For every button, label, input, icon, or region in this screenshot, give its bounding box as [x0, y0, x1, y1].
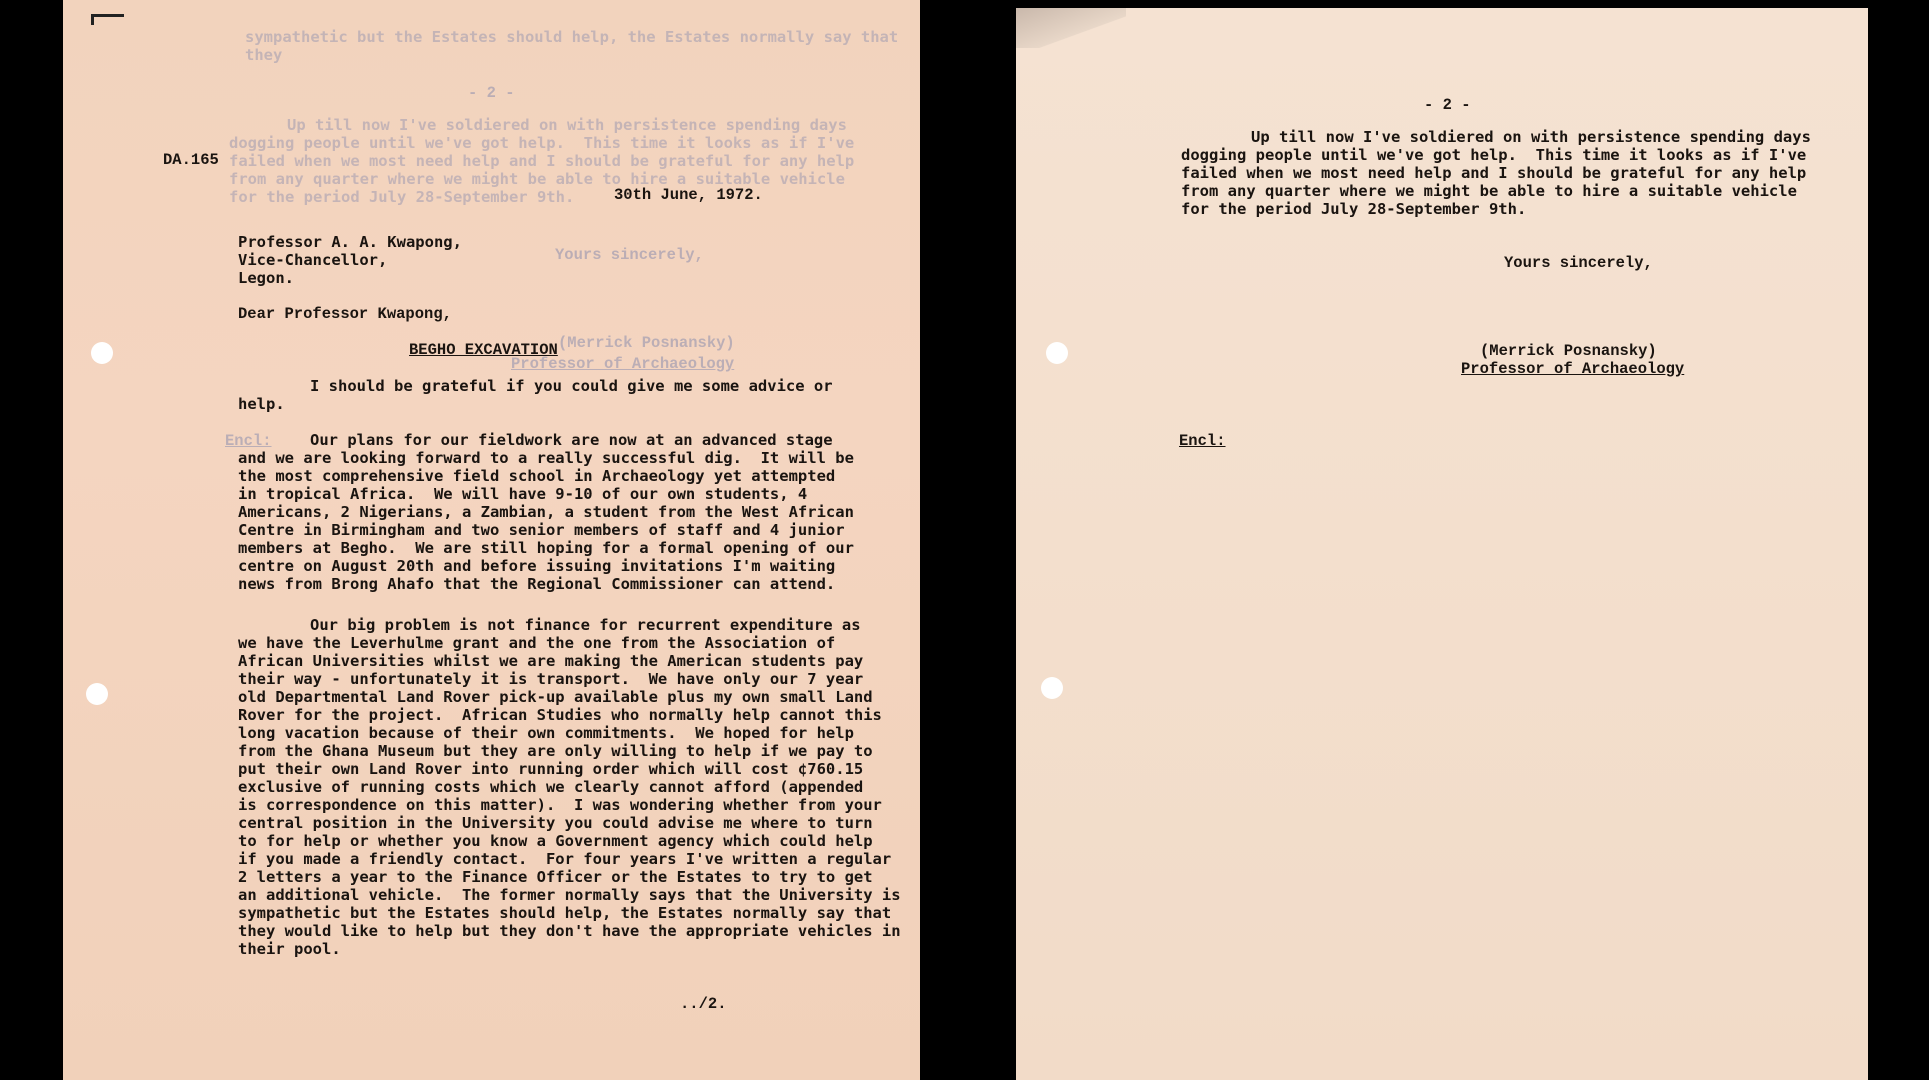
letter-page-2	[1016, 8, 1868, 1080]
punch-hole	[86, 683, 108, 705]
closing: Yours sincerely,	[1504, 254, 1653, 272]
page-number: - 2 -	[1424, 96, 1471, 114]
corner-mark	[91, 14, 124, 25]
paragraph-1: I should be grateful if you could give me some advice or help.	[238, 377, 833, 413]
ghost-paragraph: Up till now I've soldiered on with persistence spending days dogging people until we've got help. This time it looks as if I've failed when we most need help and I should be grateful for any help from any quarter where we might be able to hire a suitable vehicle for the period July 28-September 9th.	[229, 116, 855, 206]
ghost-name: (Merrick Posnansky)	[558, 334, 735, 352]
continuation-mark: ../2.	[680, 995, 727, 1013]
enclosure-note: Encl:	[1179, 432, 1226, 450]
salutation: Dear Professor Kwapong,	[238, 305, 452, 323]
folded-corner	[1016, 8, 1126, 48]
paragraph-3: Our big problem is not finance for recurrent expenditure as we have the Leverhulme grant and the one from the Association of African Universities whilst we are making the American students pay their way - unfortunately it is transport. We have only our 7 year old Departmental Land Rover pick-up available plus my own small Land Rover for the project. African Studies who normally help cannot this long vacation because of their own commitments. We hoped for help from the Ghana Museum but they are only willing to help if we pay to put their own Land Rover into running order which will cost ¢760.15 exclusive of running costs which we clearly cannot afford (appended is correspondence on this matter). I was wondering whether from your central position in the University you could advise me where to turn to for help or whether you know a Government agency which could help if you made a friendly contact. For four years I've written a regular 2 letters a year to the Finance Officer or the Estates to try to get an additional vehicle. The former normally says that the University is sympathetic but the Estates should help, the Estates normally say that they would like to help but they don't have the appropriate vehicles in their pool.	[238, 616, 901, 958]
letter-page-1	[63, 0, 920, 1080]
punch-hole	[1046, 342, 1068, 364]
addressee-block: Professor A. A. Kwapong, Vice-Chancellor, Legon.	[238, 233, 462, 287]
paragraph-2: Our plans for our fieldwork are now at an advanced stage and we are looking forward to a really successful dig. It will be the most comprehensive field school in Archaeology yet attempted in tropical Africa. We will have 9-10 of our own students, 4 Americans, 2 Nigerians, a Zambian, a student from the West African Centre in Birmingham and two senior members of staff and 4 junior members at Begho. We are still hoping for a formal opening of our centre on August 20th and before issuing invitations I'm waiting news from Brong Ahafo that the Regional Commissioner can attend.	[238, 431, 854, 593]
ghost-closing: Yours sincerely,	[555, 246, 704, 264]
signatory-title: Professor of Archaeology	[1461, 360, 1685, 378]
ghost-page-number: - 2 -	[468, 84, 515, 102]
punch-hole	[91, 342, 113, 364]
ghost-encl: Encl:	[225, 432, 272, 450]
reference-number: DA.165	[163, 151, 219, 169]
signatory-name: (Merrick Posnansky)	[1480, 342, 1657, 360]
ghost-title: Professor of Archaeology	[511, 355, 735, 373]
paragraph-final: Up till now I've soldiered on with persistence spending days dogging people until we've got help. This time it looks as if I've failed when we most need help and I should be grateful for any help from any quarter where we might be able to hire a suitable vehicle for the period July 28-September 9th.	[1181, 128, 1811, 218]
subject-line: BEGHO EXCAVATION	[409, 341, 558, 359]
letter-date: 30th June, 1972.	[614, 186, 763, 204]
punch-hole	[1041, 677, 1063, 699]
ghost-text-top: sympathetic but the Estates should help, the Estates normally say that they	[245, 28, 899, 64]
